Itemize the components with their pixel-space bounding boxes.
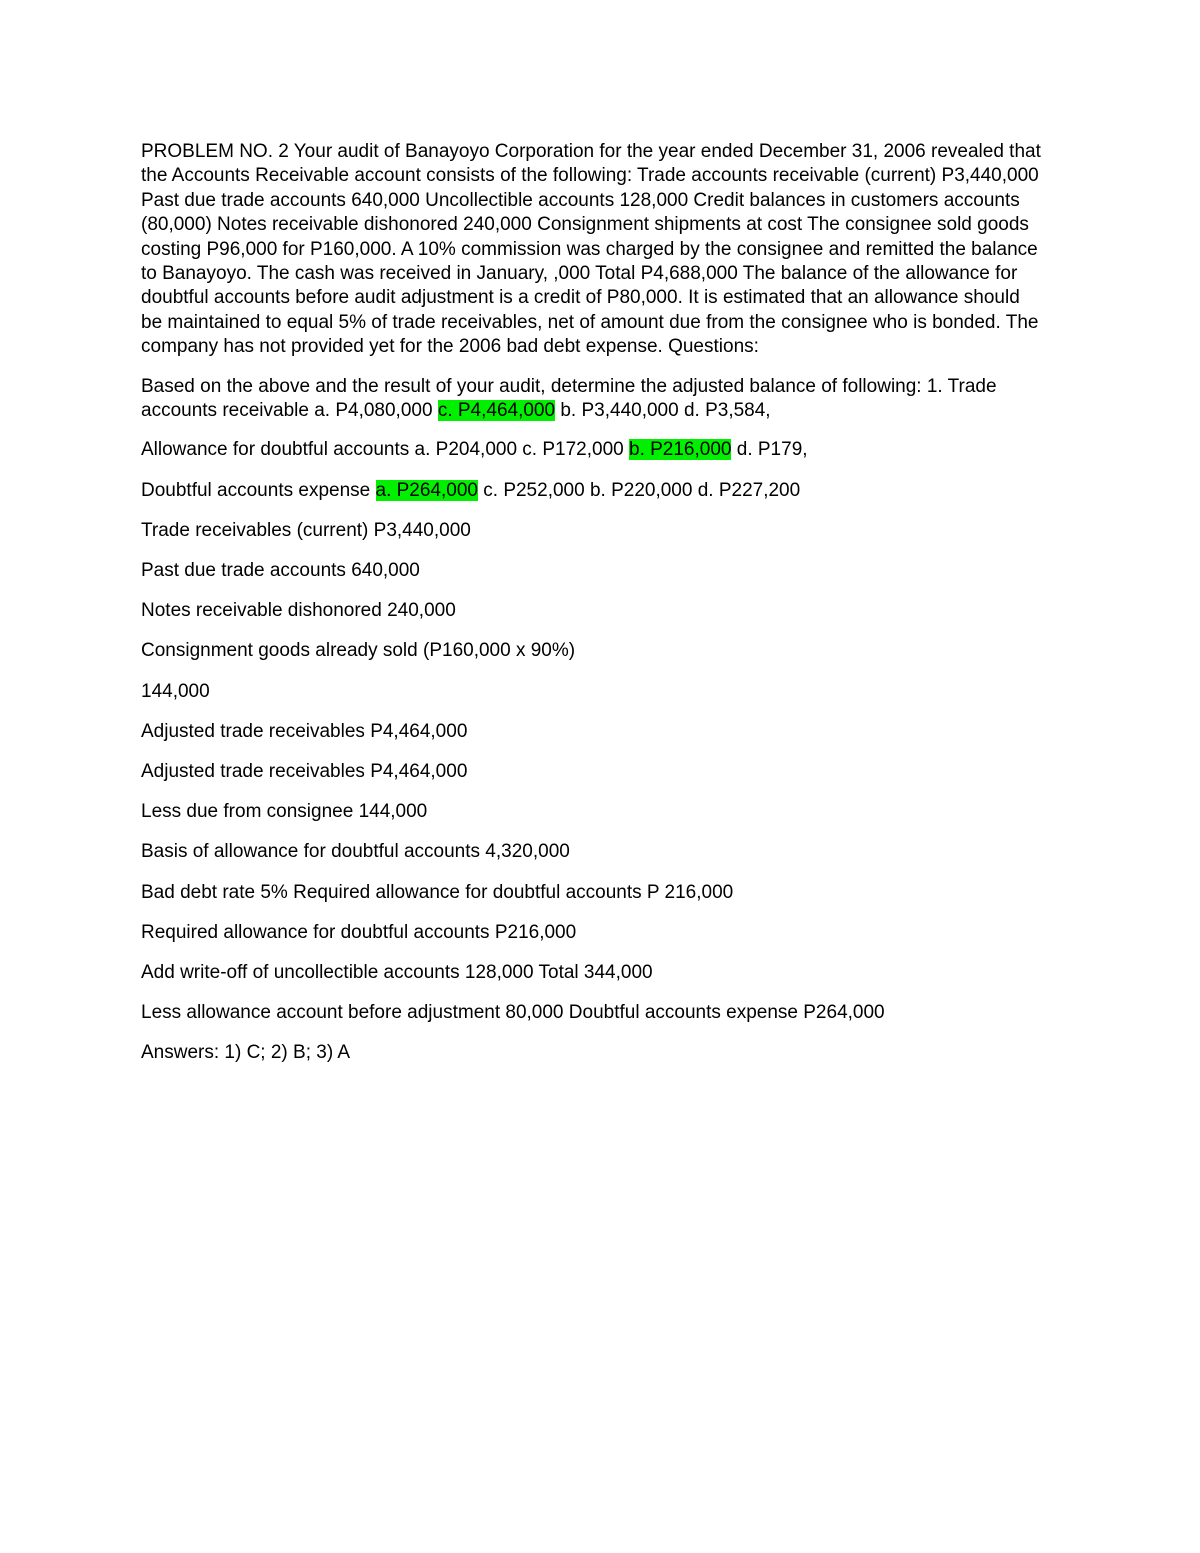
solution-line: Adjusted trade receivables P4,464,000 <box>141 760 468 782</box>
solution-line: Required allowance for doubtful accounts P216,000 <box>141 921 577 943</box>
question-2-text: Allowance for doubtful accounts a. P204,000 c. P172,000 <box>141 439 629 461</box>
answers-line: Answers: 1) C; 2) B; 3) A <box>141 1042 351 1064</box>
solution-line: Past due trade accounts 640,000 <box>141 560 420 582</box>
question-3 <box>141 479 1046 503</box>
solution-line: Less allowance account before adjustment 80,000 Doubtful accounts expense P264,000 <box>141 1002 885 1024</box>
document-body <box>141 140 1046 1081</box>
question-2-answer-highlight: b. P216,000 <box>629 439 732 461</box>
solution-line: Less due from consignee 144,000 <box>141 801 428 823</box>
question-1-choices-rest: b. P3,440,000 d. P3,584, <box>555 400 771 422</box>
solution-line: 144,000 <box>141 680 210 702</box>
solution-line: Notes receivable dishonored 240,000 <box>141 600 456 622</box>
solution-line: Adjusted trade receivables P4,464,000 <box>141 720 468 742</box>
problem-statement: PROBLEM NO. 2 Your audit of Banayoyo Corporation for the year ended December 31, 2006 revealed that the Accounts Receivable account consists of the following: Trade accounts receivable (current) P3,440,000 Past due trade accounts 640,000 Uncollectible accounts 128,000 Credit balances in customers accounts (80,000) Notes receivable dishonored 240,000 Consignment shipments at cost The consignee sold goods costing P96,000 for P160,000. A 10% commission was charged by the consignee and remitted the balance to Banayoyo. The cash was received in January, ,000 Total P4,688,000 The balance of the allowance for doubtful accounts before audit adjustment is a credit of P80,000. It is estimated that an allowance should be maintained to equal 5% of trade receivables, net of amount due from the consignee who is bonded. The company has not provided yet for the 2006 bad debt expense. Questions: <box>141 141 1041 358</box>
solution-line: Consignment goods already sold (P160,000 x 90%) <box>141 640 576 662</box>
question-1-text: Based on the above and the result of your audit, determine the adjusted balance of following: 1. Trade accounts receivable a. P4,080,000 <box>141 375 997 422</box>
question-3-choices-rest: c. P252,000 b. P220,000 d. P227,200 <box>477 479 801 501</box>
question-3-answer-highlight: a. P264,000 <box>375 479 478 501</box>
solution-line: Bad debt rate 5% Required allowance for doubtful accounts P 216,000 <box>141 881 734 903</box>
question-2-choices-rest: d. P179, <box>731 439 808 461</box>
solution-line: Basis of allowance for doubtful accounts 4,320,000 <box>141 841 570 863</box>
question-1-answer-highlight: c. P4,464,000 <box>437 400 556 422</box>
question-2 <box>141 438 1046 462</box>
solution-line: Add write-off of uncollectible accounts 128,000 Total 344,000 <box>141 961 653 983</box>
solution-line: Trade receivables (current) P3,440,000 <box>141 519 471 541</box>
question-1 <box>141 375 1046 424</box>
question-3-text: Doubtful accounts expense <box>141 479 376 501</box>
